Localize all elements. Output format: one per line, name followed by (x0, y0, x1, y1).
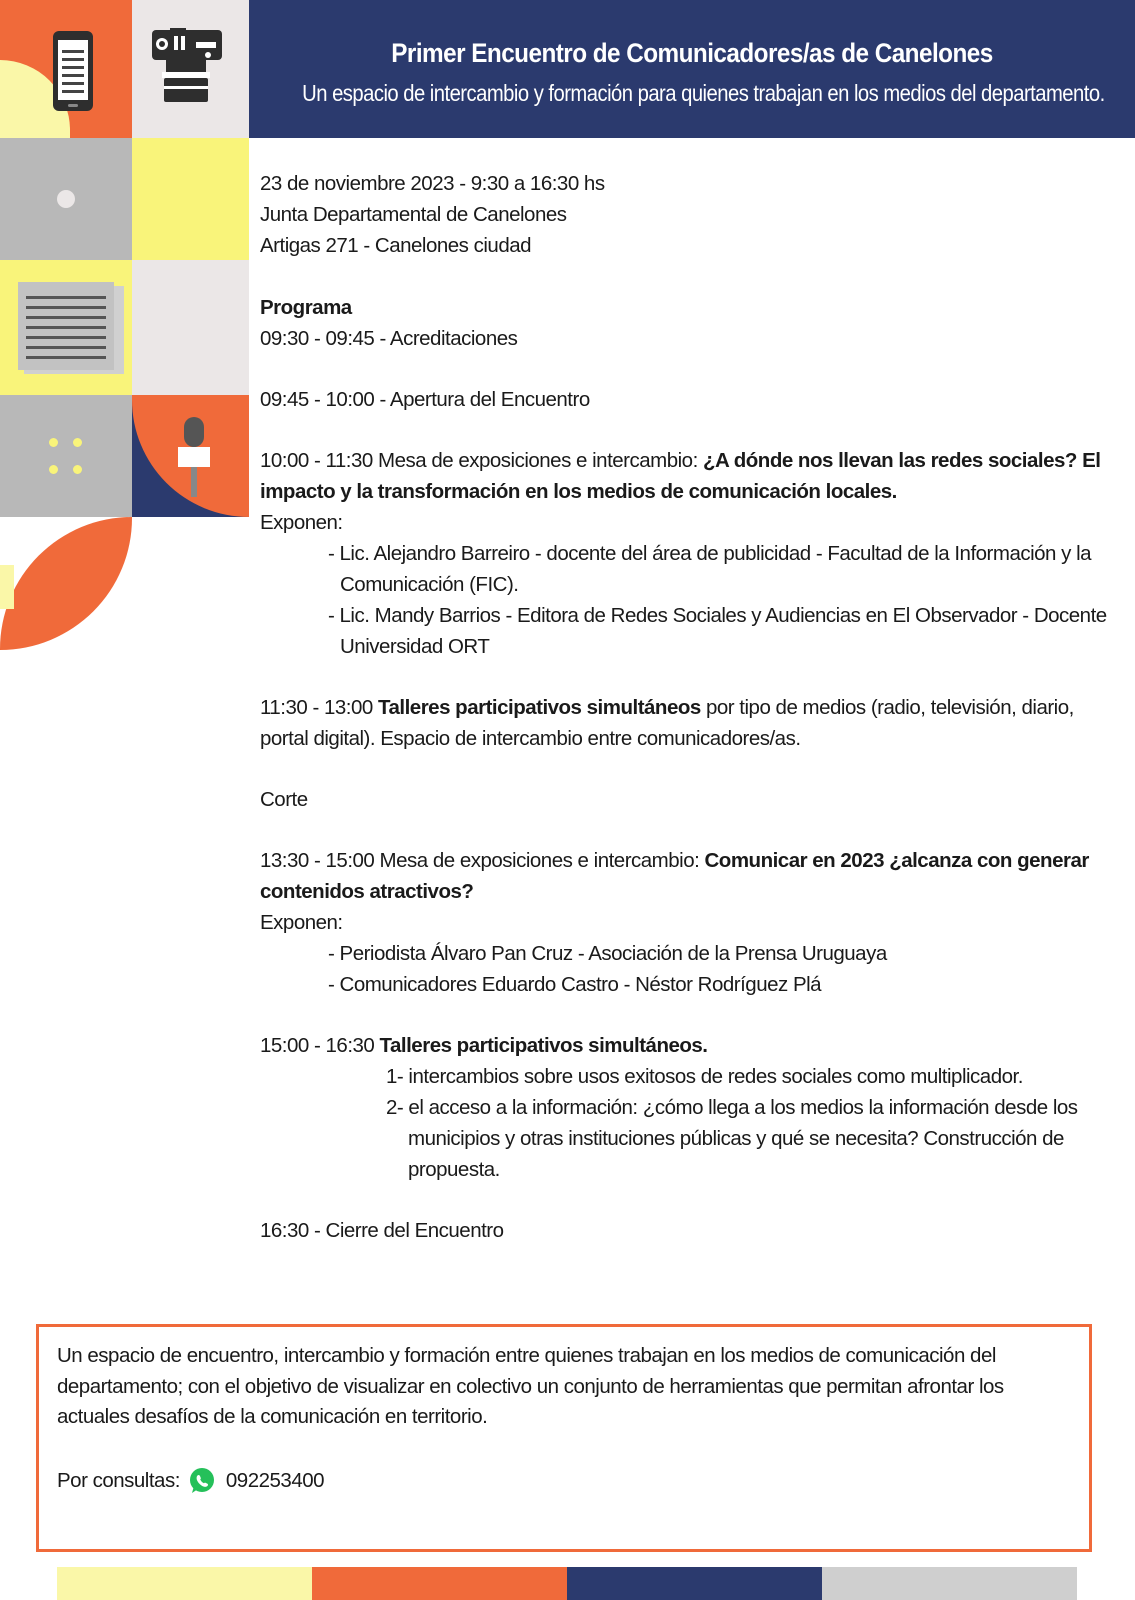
event-title: Primer Encuentro de Comunicadores/as de Canelones (391, 38, 993, 68)
panel-2-label: Exponen: (260, 911, 343, 934)
event-date-time: 23 de noviembre 2023 - 9:30 a 16:30 hs (260, 172, 605, 195)
footer-bar-orange (312, 1567, 567, 1600)
program-item-workshops-1: 11:30 - 13:00 Talleres participativos simultáneos por tipo de medios (radio, televisión, diario, portal digital). Espacio de intercambio entre comunicadores/as. (260, 696, 1074, 750)
newspaper-icon (18, 282, 128, 374)
workshop-topic-1: 1- intercambios sobre usos exitosos de redes sociales como multiplicador. (386, 1065, 1023, 1088)
smartphone-icon (52, 30, 94, 112)
contact-phone[interactable]: 092253400 (225, 1469, 325, 1492)
decorative-icon-grid (0, 0, 249, 650)
info-box (36, 1324, 1092, 1552)
panel-1-speaker-2: - Lic. Mandy Barrios - Editora de Redes Sociales y Audiencias en El Observador - Docente Universidad ORT (328, 604, 1107, 658)
tile-camera (132, 0, 249, 138)
event-subtitle: Un espacio de intercambio y formación para quienes trabajan en los medios del departamento. (302, 80, 1105, 106)
tile-gray-dot (0, 138, 132, 260)
contact-label: Por consultas: (57, 1469, 180, 1492)
program-item-panel-2: 13:30 - 15:00 Mesa de exposiciones e intercambio: Comunicar en 2023 ¿alcanza con generar contenidos atractivos? (260, 849, 1089, 903)
tile-microphone (132, 395, 249, 517)
panel-1-label: Exponen: (260, 511, 343, 534)
footer-bar-gray (822, 1567, 1077, 1600)
tile-leaf (0, 517, 132, 650)
tile-light-gray (132, 260, 249, 395)
footer-color-bar (57, 1567, 1077, 1600)
footer-bar-navy (567, 1567, 822, 1600)
camera-icon (152, 28, 222, 106)
program-item-accreditation: 09:30 - 09:45 - Acreditaciones (260, 327, 518, 350)
program-heading: Programa (260, 296, 352, 319)
tile-newspaper (0, 260, 132, 395)
program-item-closing: 16:30 - Cierre del Encuentro (260, 1219, 504, 1242)
panel-2-speaker-1: - Periodista Álvaro Pan Cruz - Asociación de la Prensa Uruguaya (328, 942, 887, 965)
tile-yellow (132, 138, 249, 260)
program-item-workshops-2: 15:00 - 16:30 Talleres participativos simultáneos. (260, 1034, 708, 1057)
tile-dots (0, 395, 132, 517)
program-item-panel-1: 10:00 - 11:30 Mesa de exposiciones e intercambio: ¿A dónde nos llevan las redes sociales? El impacto y la transformación en los medios de comunicación locales. (260, 449, 1101, 503)
program-item-break: Corte (260, 788, 308, 811)
program-item-opening: 09:45 - 10:00 - Apertura del Encuentro (260, 388, 590, 411)
microphone-icon (178, 417, 210, 499)
workshop-topic-2: 2- el acceso a la información: ¿cómo llega a los medios la información desde los municipios y otras instituciones públicas y qué se necesita? Construcción de propuesta. (386, 1096, 1078, 1181)
event-venue: Junta Departamental de Canelones (260, 203, 567, 226)
info-description: Un espacio de encuentro, intercambio y formación entre quienes trabajan en los medios de comunicación del departamento; con el objetivo de visualizar en colectivo un conjunto de herramientas que permitan afrontar los actuales desafíos de la comunicación en territorio. (57, 1344, 1004, 1428)
panel-2-speaker-2: - Comunicadores Eduardo Castro - Néstor Rodríguez Plá (328, 973, 822, 996)
event-address: Artigas 271 - Canelones ciudad (260, 234, 532, 257)
panel-1-speaker-1: - Lic. Alejandro Barreiro - docente del área de publicidad - Facultad de la Información y la Comunicación (FIC). (328, 542, 1092, 596)
whatsapp-icon (188, 1467, 216, 1495)
contact-line (57, 1467, 324, 1495)
event-details (260, 168, 1110, 1246)
tile-phone (0, 0, 132, 138)
footer-bar-yellow (57, 1567, 312, 1600)
header-banner (249, 0, 1135, 138)
